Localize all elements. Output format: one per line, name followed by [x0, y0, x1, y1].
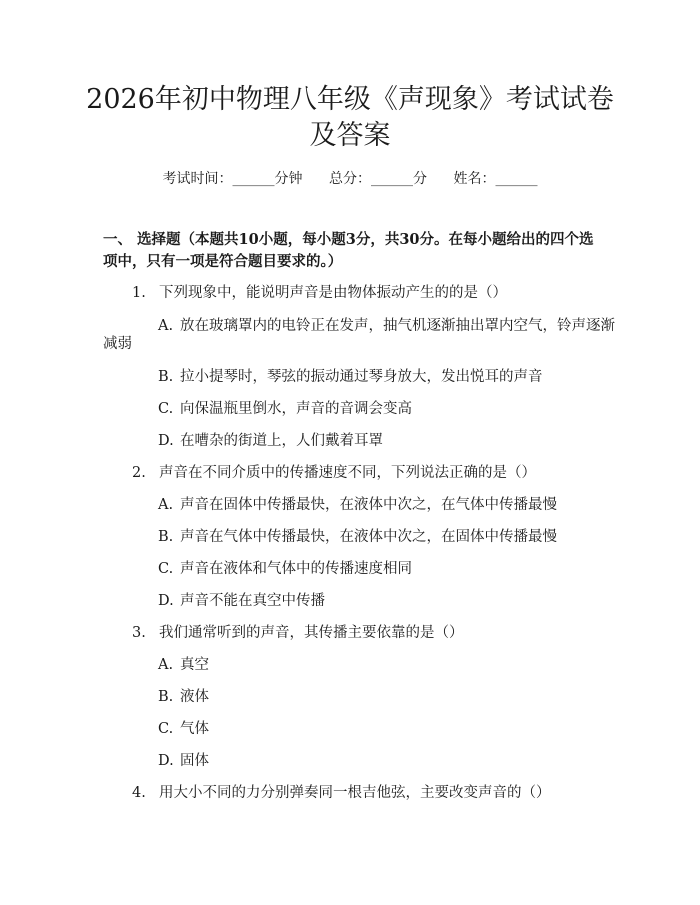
question-1-option-d — [158, 429, 383, 450]
option-text: 声音不能在真空中传播 — [180, 593, 325, 609]
question-text: 用大小不同的力分别弹奏同一根吉他弦，主要改变声音的（） — [159, 785, 551, 801]
option-letter: C. — [158, 721, 174, 737]
question-3-option-c — [158, 717, 209, 738]
option-text: 声音在气体中传播最快，在液体中次之，在固体中传播最慢 — [180, 529, 557, 545]
question-2-option-c — [158, 557, 412, 578]
question-1-option-a-continued: 减弱 — [103, 336, 132, 352]
question-2 — [132, 461, 536, 482]
option-letter: D. — [158, 433, 174, 449]
section-heading: 一、 选择题（本题共10小题，每小题3分，共30分。在每小题给出的四个选项中，只有一项是符合题目要求的。） — [103, 231, 594, 270]
option-letter: B. — [158, 529, 174, 545]
question-number: 4. — [132, 785, 146, 801]
option-letter: B. — [158, 369, 174, 385]
option-text: 在嘈杂的街道上，人们戴着耳罩 — [180, 433, 383, 449]
option-text: 拉小提琴时，琴弦的振动通过琴身放大，发出悦耳的声音 — [180, 369, 543, 385]
option-text: 声音在固体中传播最快，在液体中次之，在气体中传播最慢 — [180, 497, 557, 513]
exam-title-line2: 及答案 — [309, 120, 391, 151]
question-2-option-b — [158, 525, 557, 546]
question-1-option-a — [158, 314, 615, 335]
question-text: 下列现象中，能说明声音是由物体振动产生的的是（） — [159, 285, 507, 301]
option-text: 固体 — [180, 753, 209, 769]
option-letter: B. — [158, 689, 174, 705]
option-letter: C. — [158, 561, 174, 577]
option-letter: A. — [158, 497, 174, 513]
question-number: 2. — [132, 465, 146, 481]
question-2-option-a — [158, 493, 557, 514]
option-letter: D. — [158, 753, 174, 769]
question-1 — [132, 281, 507, 302]
option-text: 向保温瓶里倒水，声音的音调会变高 — [180, 401, 412, 417]
question-3-option-a — [158, 653, 209, 674]
question-3-option-d — [158, 749, 209, 770]
question-1-option-b — [158, 365, 543, 386]
option-text: 液体 — [180, 689, 209, 705]
question-text: 我们通常听到的声音，其传播主要依靠的是（） — [159, 625, 464, 641]
option-text: 放在玻璃罩内的电铃正在发声，抽气机逐渐抽出罩内空气，铃声逐渐 — [180, 318, 615, 334]
option-text: 气体 — [180, 721, 209, 737]
option-letter: A. — [158, 318, 174, 334]
student-name-field: 姓名：______ — [453, 171, 538, 187]
option-letter: D. — [158, 593, 174, 609]
question-number: 1. — [132, 285, 146, 301]
question-3-option-b — [158, 685, 209, 706]
option-letter: C. — [158, 401, 174, 417]
option-letter: A. — [158, 657, 174, 673]
exam-title-line1: 2026年初中物理八年级《声现象》考试试卷 — [86, 84, 614, 115]
question-2-option-d — [158, 589, 325, 610]
option-text: 声音在液体和气体中的传播速度相同 — [180, 561, 412, 577]
exam-time-field: 考试时间：______分钟 — [162, 171, 303, 187]
exam-info-row — [0, 168, 700, 188]
question-4 — [132, 781, 551, 802]
question-1-option-c — [158, 397, 412, 418]
question-text: 声音在不同介质中的传播速度不同，下列说法正确的是（） — [159, 465, 536, 481]
question-3 — [132, 621, 464, 642]
option-text: 真空 — [180, 657, 209, 673]
question-number: 3. — [132, 625, 146, 641]
total-score-field: 总分：______分 — [329, 171, 427, 187]
